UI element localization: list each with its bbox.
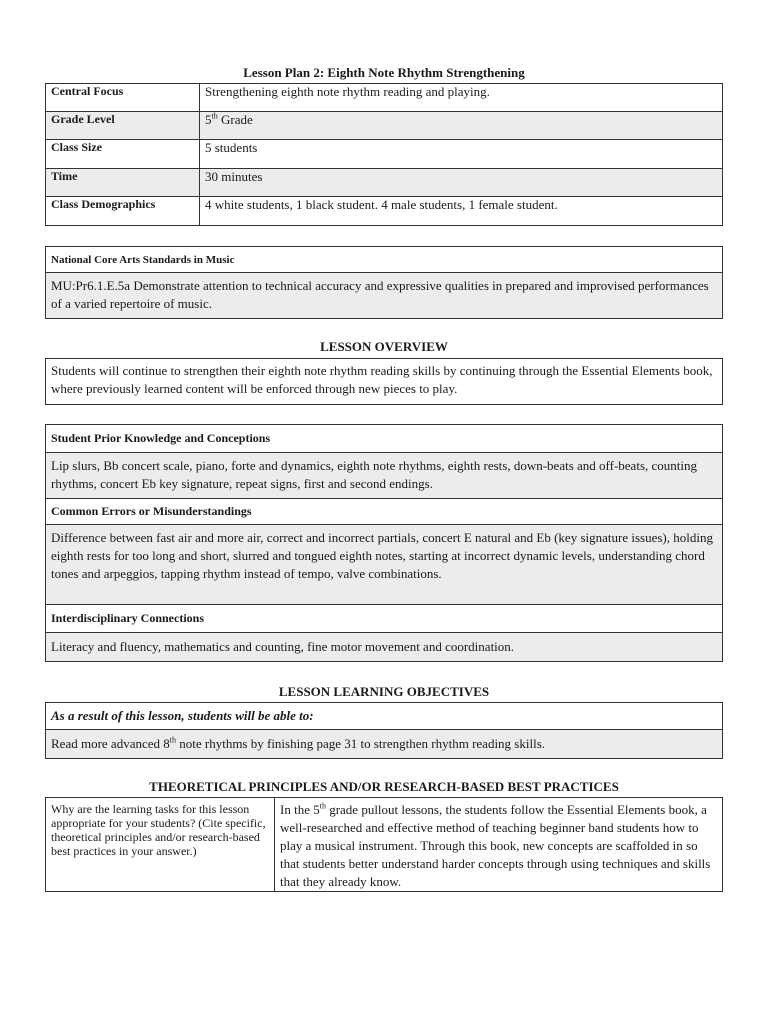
- table-row: [46, 197, 723, 226]
- common-errors-heading: Common Errors or Misunderstandings: [46, 499, 723, 525]
- prior-knowledge-heading: Student Prior Knowledge and Conceptions: [46, 425, 723, 453]
- table-row: [46, 525, 723, 605]
- table-row: [46, 425, 723, 453]
- standards-table: [45, 246, 723, 319]
- class-demographics-value: 4 white students, 1 black student. 4 male students, 1 female student.: [200, 197, 723, 226]
- class-size-label: Class Size: [46, 140, 200, 169]
- overview-text: Students will continue to strengthen their eighth note rhythm reading skills by continuing through the Essential Elements book, where previously learned content will be enforced through new pieces to play.: [46, 359, 723, 405]
- table-row: [46, 453, 723, 499]
- principles-answer: In the 5th grade pullout lessons, the students follow the Essential Elements book, a well-researched and effective method of teaching beginner band students how to play a musical instrument. Through this book, new concepts are scaffolded in so that students better understand harder concepts through using techniques and skills that they already know.: [275, 798, 723, 892]
- objectives-heading: LESSON LEARNING OBJECTIVES: [278, 684, 490, 699]
- overview-heading: LESSON OVERVIEW: [320, 339, 448, 354]
- standards-heading: National Core Arts Standards in Music: [46, 247, 723, 273]
- table-row: [46, 169, 723, 197]
- time-value: 30 minutes: [200, 169, 723, 197]
- table-row: [46, 605, 723, 633]
- principles-table: [45, 797, 723, 892]
- table-row: [46, 359, 723, 405]
- principles-question: Why are the learning tasks for this lesson appropriate for your students? (Cite specific, theoretical principles and/or research-based best practices in your answer.): [46, 798, 275, 892]
- table-row: [46, 247, 723, 273]
- table-row: [46, 112, 723, 140]
- objectives-text: Read more advanced 8th note rhythms by finishing page 31 to strengthen rhythm reading skills.: [46, 730, 723, 759]
- central-focus-label: Central Focus: [46, 84, 200, 112]
- lesson-info-table: [45, 83, 723, 226]
- table-row: [46, 499, 723, 525]
- page-title: Lesson Plan 2: Eighth Note Rhythm Strengthening: [243, 65, 525, 80]
- table-row: [46, 84, 723, 112]
- class-size-value: 5 students: [200, 140, 723, 169]
- table-row: [46, 633, 723, 662]
- table-row: [46, 703, 723, 730]
- class-demographics-label: Class Demographics: [46, 197, 200, 226]
- connections-heading: Interdisciplinary Connections: [46, 605, 723, 633]
- grade-level-value: 5th Grade: [200, 112, 723, 140]
- common-errors-text: Difference between fast air and more air, correct and incorrect partials, concert E natural and Eb (key signature issues), holding eighth rests for too long and short, slurred and tongued eighth notes, starting at incorrect dynamic levels, understanding chord tones and arpeggios, tapping rhythm instead of tempo, valve combinations.: [46, 525, 723, 605]
- table-row: [46, 273, 723, 319]
- objectives-table: [45, 702, 723, 759]
- grade-level-label: Grade Level: [46, 112, 200, 140]
- table-row: [46, 730, 723, 759]
- overview-table: [45, 358, 723, 405]
- principles-heading: THEORETICAL PRINCIPLES AND/OR RESEARCH-BASED BEST PRACTICES: [149, 779, 619, 794]
- knowledge-table: [45, 424, 723, 662]
- objectives-intro: As a result of this lesson, students will be able to:: [46, 703, 723, 730]
- table-row: [46, 140, 723, 169]
- table-row: [46, 798, 723, 892]
- standards-text: MU:Pr6.1.E.5a Demonstrate attention to technical accuracy and expressive qualities in prepared and improvised performances of a varied repertoire of music.: [46, 273, 723, 319]
- time-label: Time: [46, 169, 200, 197]
- prior-knowledge-text: Lip slurs, Bb concert scale, piano, forte and dynamics, eighth note rhythms, eighth rests, down-beats and off-beats, counting rhythms, concert Eb key signature, repeat signs, first and second endings.: [46, 453, 723, 499]
- connections-text: Literacy and fluency, mathematics and counting, fine motor movement and coordination.: [46, 633, 723, 662]
- central-focus-value: Strengthening eighth note rhythm reading and playing.: [200, 84, 723, 112]
